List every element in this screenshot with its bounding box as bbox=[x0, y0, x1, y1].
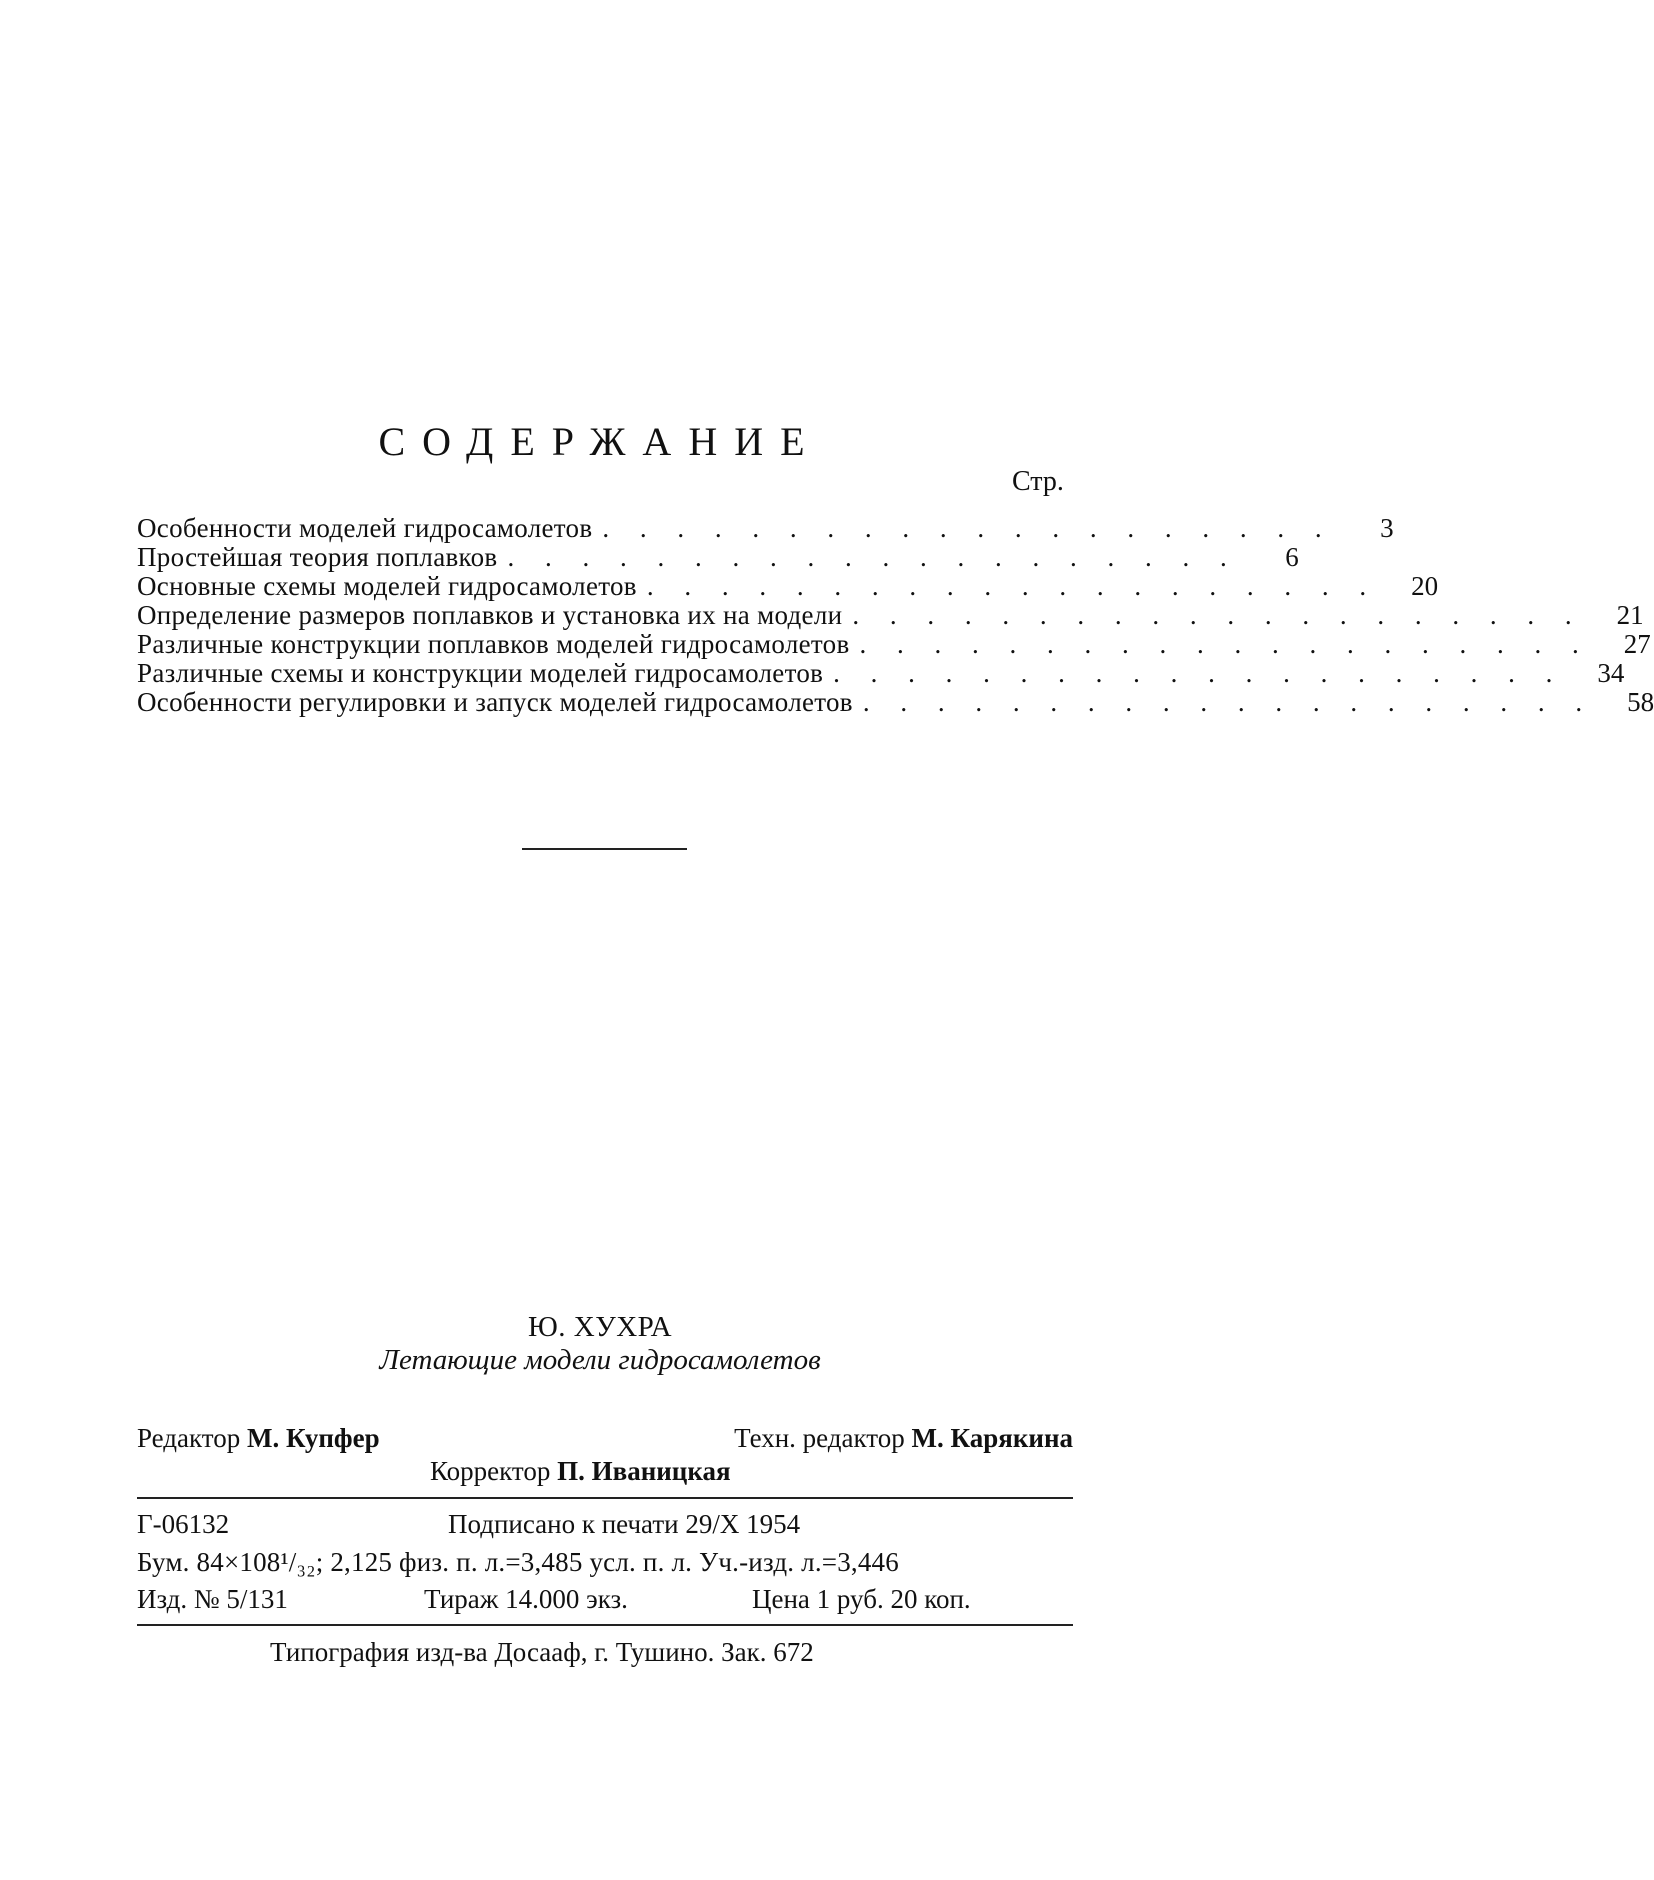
toc-entry-page: 20 bbox=[1411, 571, 1439, 601]
toc-entry-page: 6 bbox=[1285, 542, 1299, 572]
section-divider bbox=[522, 848, 687, 850]
editor-label: Редактор bbox=[137, 1423, 241, 1453]
toc-entry bbox=[137, 513, 1394, 543]
imprint-rule-bottom bbox=[137, 1624, 1073, 1626]
toc-leader-dots: . . . . . . . . . . . . . . . . . . . . bbox=[862, 687, 1595, 717]
toc-entry bbox=[137, 687, 1654, 717]
signed-to-print: Подписано к печати 29/X 1954 bbox=[448, 1509, 801, 1539]
editor-credit bbox=[137, 1425, 380, 1452]
book-title: Летающие модели гидросамолетов bbox=[379, 1344, 821, 1376]
toc-entry bbox=[137, 658, 1625, 688]
toc-entry-page: 21 bbox=[1616, 600, 1644, 630]
toc-entry-title: Различные схемы и конструкции моделей гидросамолетов bbox=[137, 658, 824, 688]
imprint-rule-top bbox=[137, 1497, 1073, 1499]
printer-info: Типография изд-ва Досааф, г. Тушино. Зак. 672 bbox=[270, 1637, 814, 1667]
proofreader-name: П. Иваницкая bbox=[557, 1456, 731, 1486]
paper-format: Бум. 84×108¹/₃₂; 2,125 физ. п. л.=3,485 усл. п. л. Уч.-изд. л.=3,446 bbox=[137, 1547, 899, 1577]
order-code: Г-06132 bbox=[137, 1509, 230, 1539]
proofreader-credit bbox=[430, 1458, 731, 1485]
toc-entry-title: Особенности регулировки и запуск моделей гидросамолетов bbox=[137, 687, 853, 717]
table-of-contents bbox=[137, 513, 1654, 717]
contents-title: СОДЕРЖАНИЕ bbox=[378, 419, 822, 464]
toc-entry-page: 58 bbox=[1627, 687, 1654, 717]
toc-entry bbox=[137, 600, 1644, 630]
toc-leader-dots: . . . . . . . . . . . . . . . . . . . . bbox=[852, 600, 1584, 630]
tech-editor-label: Техн. редактор bbox=[734, 1423, 905, 1453]
toc-entry-page: 27 bbox=[1623, 629, 1651, 659]
tech-editor-name: М. Карякина bbox=[911, 1423, 1073, 1453]
tech-editor-credit bbox=[734, 1425, 1073, 1452]
toc-entry-page: 34 bbox=[1597, 658, 1625, 688]
proofreader-label: Корректор bbox=[430, 1456, 551, 1486]
toc-entry-title: Различные конструкции поплавков моделей гидросамолетов bbox=[137, 629, 850, 659]
page-column-header: Стр. bbox=[1012, 466, 1064, 497]
editor-name: М. Купфер bbox=[246, 1423, 380, 1453]
price: Цена 1 руб. 20 коп. bbox=[752, 1584, 971, 1614]
toc-leader-dots: . . . . . . . . . . . . . . . . . . . . bbox=[833, 658, 1565, 688]
toc-leader-dots: . . . . . . . . . . . . . . . . . . . . bbox=[646, 571, 1379, 601]
toc-entry bbox=[137, 629, 1651, 659]
edition-number: Изд. № 5/131 bbox=[137, 1584, 288, 1614]
toc-leader-dots: . . . . . . . . . . . . . . . . . . . . bbox=[602, 513, 1334, 543]
toc-entry-title: Простейшая теория поплавков bbox=[137, 542, 498, 572]
toc-entry bbox=[137, 571, 1439, 601]
author-name: Ю. ХУХРА bbox=[527, 1311, 673, 1343]
toc-leader-dots: . . . . . . . . . . . . . . . . . . . . bbox=[859, 629, 1591, 659]
toc-entry-page: 3 bbox=[1380, 513, 1394, 543]
toc-entry bbox=[137, 542, 1299, 572]
toc-entry-title: Особенности моделей гидросамолетов bbox=[137, 513, 593, 543]
toc-entry-title: Определение размеров поплавков и установка их на модели bbox=[137, 600, 843, 630]
toc-entry-title: Основные схемы моделей гидросамолетов bbox=[137, 571, 637, 601]
toc-leader-dots: . . . . . . . . . . . . . . . . . . . . bbox=[507, 542, 1239, 572]
print-run: Тираж 14.000 экз. bbox=[424, 1584, 628, 1614]
